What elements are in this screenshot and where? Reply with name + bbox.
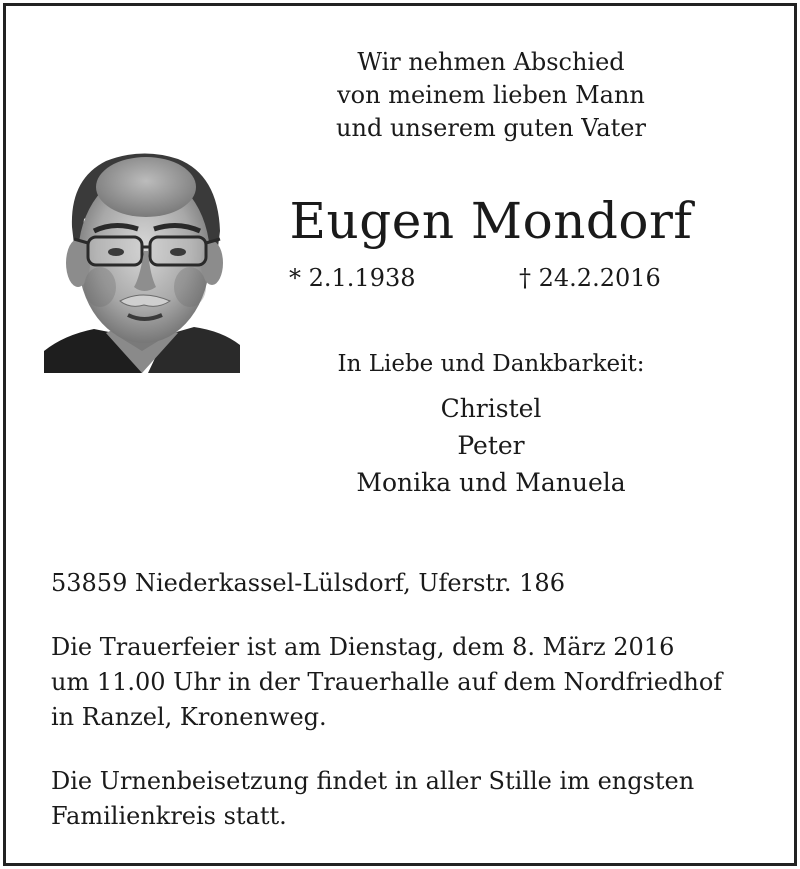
address-line <box>51 566 771 601</box>
ceremony-line-2: um 11.00 Uhr in der Trauerhalle auf dem Nordfriedhof <box>51 668 723 696</box>
burial-notice <box>51 764 771 834</box>
burial-line-1: Die Urnenbeisetzung findet in aller Stille im engsten <box>51 767 695 795</box>
death-date: † 24.2.2016 <box>519 264 661 292</box>
ceremony-notice <box>51 630 771 735</box>
obituary-frame <box>3 3 797 866</box>
family-member: Peter <box>457 431 525 460</box>
intro-text <box>256 46 726 145</box>
ceremony-line-1: Die Trauerfeier ist am Dienstag, dem 8. März 2016 <box>51 633 675 661</box>
family-member: Christel <box>440 394 542 423</box>
deceased-name: Eugen Mondorf <box>289 192 693 250</box>
family-list <box>266 390 716 501</box>
ceremony-line-3: in Ranzel, Kronenweg. <box>51 703 327 731</box>
family-member: Monika und Manuela <box>356 468 626 497</box>
thanks-line: In Liebe und Dankbarkeit: <box>337 351 645 377</box>
address-text: 53859 Niederkassel-Lülsdorf, Uferstr. 186 <box>51 569 565 597</box>
intro-line-2: von meinem lieben Mann <box>337 81 645 109</box>
burial-line-2: Familienkreis statt. <box>51 802 287 830</box>
birth-date: * 2.1.1938 <box>289 264 416 292</box>
portrait-photo <box>44 139 240 373</box>
intro-line-3: und unserem guten Vater <box>336 114 646 142</box>
intro-line-1: Wir nehmen Abschied <box>357 48 625 76</box>
